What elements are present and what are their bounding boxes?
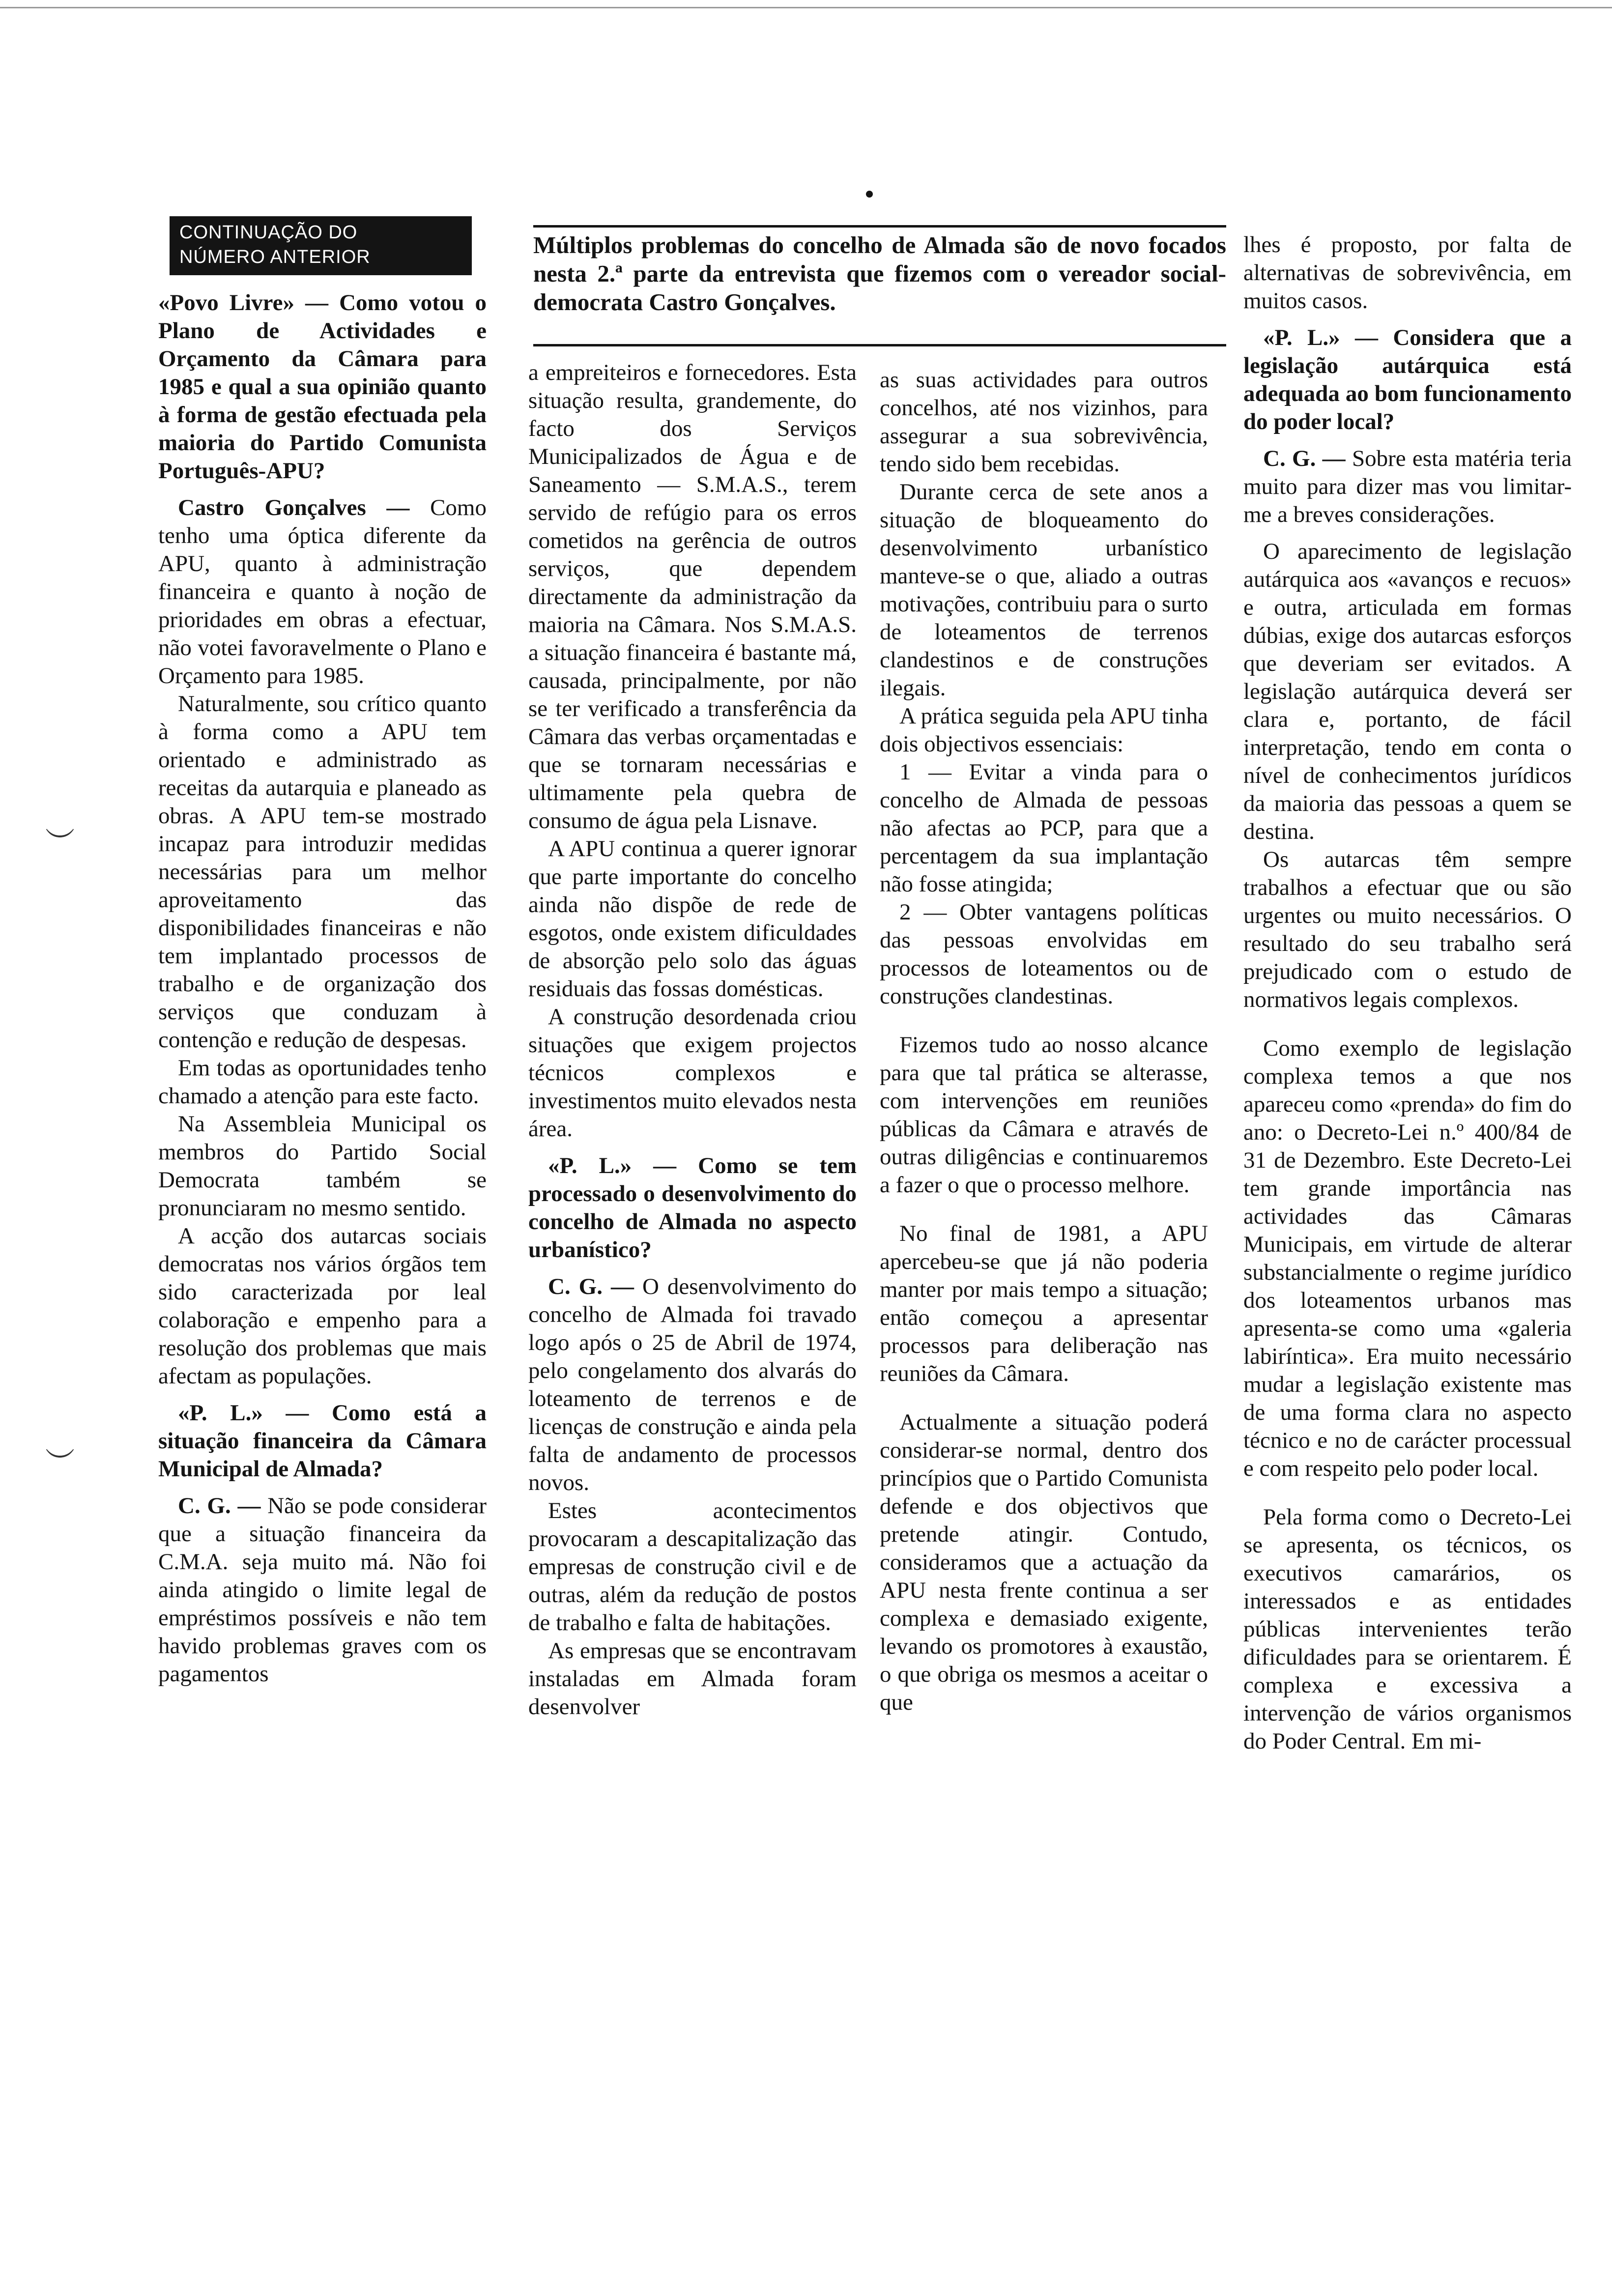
column-4 — [1243, 231, 1572, 1755]
answer-2-text: Não se pode considerar que a situação financeira da C.M.A. seja muito má. Não foi ainda atingido o limite legal de empréstimos possíveis e não tem havido problemas graves com os pagamentos — [158, 1493, 487, 1687]
badge-line-1: CONTINUAÇÃO DO — [179, 222, 358, 243]
continuation-badge — [170, 216, 472, 275]
top-dot — [866, 191, 873, 198]
question-2: «P. L.» — Como está a situação financeira da Câmara Municipal de Almada? — [158, 1400, 487, 1482]
col2-paragraph-1: a empreiteiros e fornecedores. Esta situação resulta, grandemente, do facto dos Serviços Municipalizados de Água e de Saneamento — S.M.A.S., terem servido de refúgio para os erros cometidos na gerência de outros serviços, que dependem directamente da administração da maioria na Câmara. Nos S.M.A.S. a situação financeira é bastante má, causada, principalmente, por não se ter verificado a transferência da Câmara das verbas orçamentadas e que se tornaram necessárias e ultimamente pela quebra de consumo de água pela Lisnave. — [528, 360, 857, 833]
answer-3-text: O desenvolvimento do concelho de Almada foi travado logo após o 25 de Abril de 1974, pelo congelamento dos alvarás do loteamento de terrenos e de licenças de construção e ainda pela falta de andamento de processos novos. — [528, 1274, 857, 1495]
col4-paragraph-6: Pela forma como o Decreto-Lei se apresenta, os técnicos, os executivos camarários, os interessados e as entidades públicas intervenientes terão dificuldades para se orientarem. É complexa e excessiva a intervenção de vários organismos do Poder Central. Em mi- — [1243, 1504, 1572, 1754]
col2-paragraph-6: As empresas que se encontravam instaladas em Almada foram desenvolver — [528, 1638, 857, 1720]
answer-4 — [1243, 445, 1572, 529]
col2-paragraph-5: Estes acontecimentos provocaram a descapitalização das empresas de construção civil e de outras, além da redução de postos de trabalho e falta de habitações. — [528, 1498, 857, 1636]
col1-paragraph-4: Em todas as oportunidades tenho chamado a atenção para este facto. — [158, 1055, 487, 1109]
column-1 — [158, 289, 487, 1688]
question-1-text: Como votou o Plano de Actividades e Orçamento da Câmara para 1985 e qual a sua opinião quanto à forma de gestão efectuada pela maioria do Partido Comunista Português-APU? — [158, 290, 487, 484]
col3-paragraph-4: 1 — Evitar a vinda para o concelho de Almada de pessoas não afectas ao PCP, para que a percentagem da sua implantação não fosse atingida; — [880, 759, 1208, 897]
answer-3 — [528, 1273, 857, 1497]
col4-paragraph-1: lhes é proposto, por falta de alternativas de sobrevivência, em muitos casos. — [1243, 232, 1572, 314]
col3-paragraph-1: as suas actividades para outros concelhos, até nos vizinhos, para assegurar a sua sobrevivência, tendo sido bem recebidas. — [880, 367, 1208, 477]
col1-paragraph-3: Naturalmente, sou crítico quanto à forma como a APU tem orientado e administrado as receitas da autarquia e planeado as obras. A APU tem-se mostrado incapaz para introduzir medidas necessárias para um melhor aproveitamento das disponibilidades financeiras e não tem implantado processos de trabalho e de organização dos serviços que conduzam à contenção e redução de despesas. — [158, 691, 487, 1053]
col3-paragraph-2: Durante cerca de sete anos a situação de bloqueamento do desenvolvimento urbanístico manteve-se o que, aliado a outras motivações, contribuiu para o surto de loteamentos de terrenos clandestinos e de construções ilegais. — [880, 479, 1208, 701]
lead-top-rule — [533, 225, 1226, 228]
col3-paragraph-5: 2 — Obter vantagens políticas das pessoas envolvidas em processos de loteamentos ou de construções clandestinas. — [880, 899, 1208, 1009]
interviewee-label: C. G. — — [178, 1493, 261, 1519]
question-4: «P. L.» — Considera que a legislação autárquica está adequada ao bom funcionamento do poder local? — [1243, 325, 1572, 434]
margin-mark-1: ︶ — [45, 826, 75, 861]
interviewer-label: «Povo Livre» — — [158, 290, 329, 316]
col1-paragraph-6: A acção dos autarcas sociais democratas nos vários órgãos tem sido caracterizada por leal colaboração e empenho para a resolução dos problemas que mais afectam as populações. — [158, 1223, 487, 1389]
col3-paragraph-3: A prática seguida pela APU tinha dois objectivos essenciais: — [880, 703, 1208, 757]
interviewee-label: C. G. — — [548, 1274, 634, 1299]
lead-paragraph: Múltiplos problemas do concelho de Almada são de novo focados nesta 2.ª parte da entrevista que fizemos com o vereador social-democrata Castro Gonçalves. — [533, 231, 1226, 316]
col4-paragraph-5: Como exemplo de legislação complexa temos a que nos apareceu como «prenda» do fim do ano: o Decreto-Lei n.º 400/84 de 31 de Dezembro. Este Decreto-Lei tem grande importância nas actividades das Câmaras Municipais, em virtude de alterar substancialmente o regime jurídico dos loteamentos urbanos mas apresenta-se como uma «galeria labiríntica». Era muito necessário mudar a legislação existente mas de uma forma clara no aspecto técnico e no de carácter processual e com respeito pelo poder local. — [1243, 1035, 1572, 1481]
col2-paragraph-2: A APU continua a querer ignorar que parte importante do concelho ainda não dispõe de rede de esgotos, onde existem dificuldades de absorção pelo solo das águas residuais das fossas domésticas. — [528, 836, 857, 1002]
col3-paragraph-7: No final de 1981, a APU apercebeu-se que já não poderia manter por mais tempo a situação; então começou a apresentar processos para deliberação nas reuniões da Câmara. — [880, 1221, 1208, 1386]
column-3 — [880, 366, 1208, 1717]
margin-mark-2: ︶ — [45, 1446, 75, 1481]
col4-paragraph-4: Os autarcas têm sempre trabalhos a efectuar que ou são urgentes ou muito necessários. O resultado do seu trabalho será prejudicado com o estudo de normativos legais complexos. — [1243, 847, 1572, 1012]
answer-1-text: Como tenho uma óptica diferente da APU, quanto à administração financeira e quanto à noção de prioridades em obras a efectuar, não votei favoravelmente o Plano e Orçamento para 1985. — [158, 495, 487, 689]
answer-4-text: Sobre esta matéria teria muito para dizer mas vou limitar-me a breves considerações. — [1243, 446, 1572, 527]
interviewee-label: Castro Gonçalves — — [178, 495, 410, 520]
badge-line-2: NÚMERO ANTERIOR — [179, 247, 371, 267]
col3-paragraph-6: Fizemos tudo ao nosso alcance para que tal prática se alterasse, com intervenções em reuniões públicas da Câmara e através de outras diligências e continuaremos a fazer o que o processo melhore. — [880, 1032, 1208, 1198]
answer-1 — [158, 494, 487, 690]
top-scan-line — [0, 7, 1612, 8]
column-2 — [528, 359, 857, 1721]
question-3: «P. L.» — Como se tem processado o desenvolvimento do concelho de Almada no aspecto urbanístico? — [528, 1153, 857, 1263]
col1-paragraph-5: Na Assembleia Municipal os membros do Partido Social Democrata também se pronunciaram no mesmo sentido. — [158, 1111, 487, 1221]
lead-bottom-rule — [533, 344, 1226, 346]
interviewee-label: C. G. — — [1263, 446, 1346, 471]
question-1 — [158, 289, 487, 485]
col4-paragraph-3: O aparecimento de legislação autárquica aos «avanços e recuos» e outra, articulada em formas dúbias, exige dos autarcas esforços que deveriam ser evitados. A legislação autárquica deverá ser clara e, portanto, de fácil interpretação, tendo em conta o nível de conhecimentos jurídicos da maioria das pessoas a quem se destina. — [1243, 539, 1572, 844]
col2-paragraph-3: A construção desordenada criou situações que exigem projectos técnicos complexos e investimentos muito elevados nesta área. — [528, 1004, 857, 1142]
answer-2 — [158, 1492, 487, 1688]
col3-paragraph-8: Actualmente a situação poderá considerar-se normal, dentro dos princípios que o Partido Comunista defende e dos objectivos que pretende atingir. Contudo, consideramos que a actuação da APU nesta frente continua a ser complexa e demasiado exigente, levando os promotores à exaustão, o que obriga os mesmos a aceitar o que — [880, 1409, 1208, 1715]
